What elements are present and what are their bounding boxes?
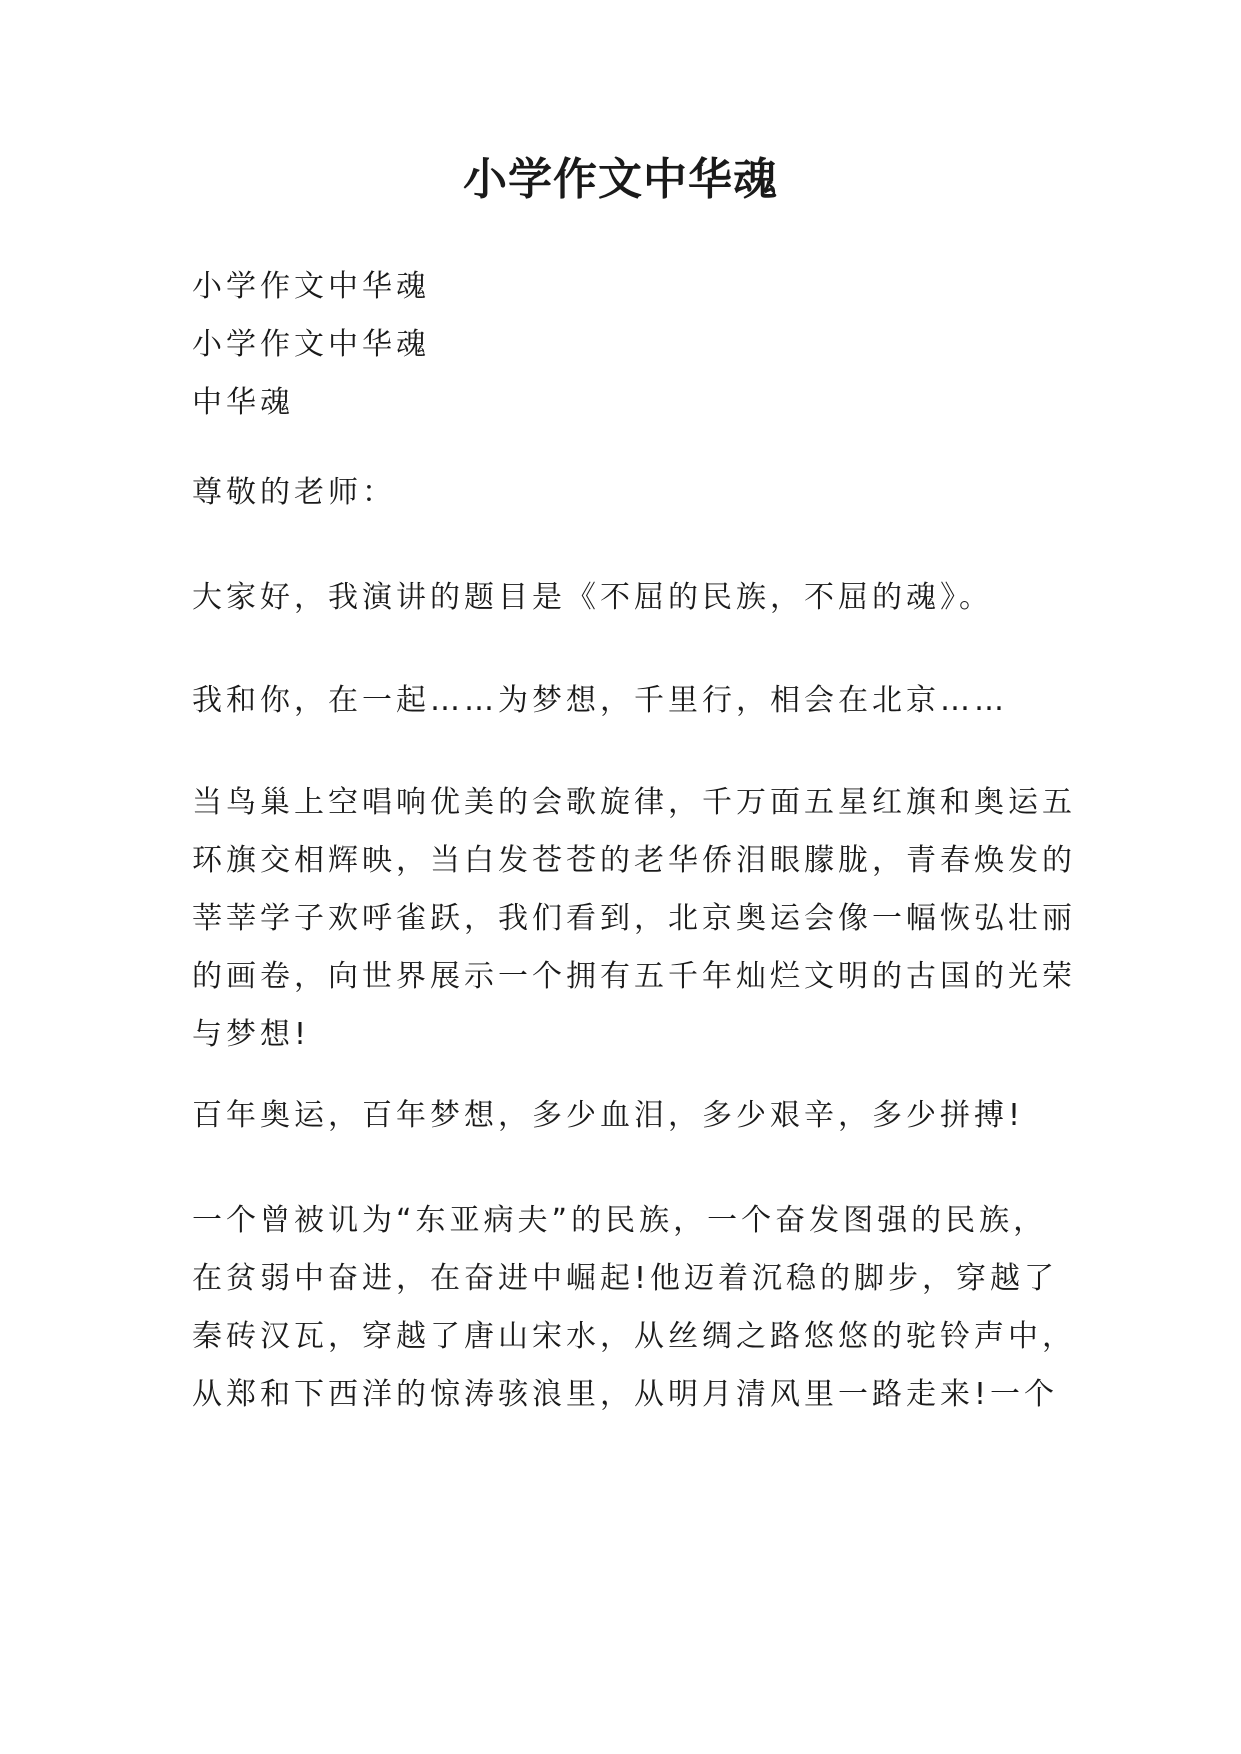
paragraph-line: 环旗交相辉映，当白发苍苍的老华侨泪眼朦胧，青春焕发的 [192, 843, 1076, 878]
paragraph-line: 秦砖汉瓦，穿越了唐山宋水，从丝绸之路悠悠的驼铃声中， [192, 1319, 1076, 1354]
paragraph-line: 当鸟巢上空唱响优美的会歌旋律，千万面五星红旗和奥运五 [192, 785, 1076, 820]
paragraph-5 [192, 1192, 1076, 1424]
paragraph-4 [192, 1087, 1072, 1145]
paragraph-line: 百年奥运，百年梦想，多少血泪，多少艰辛，多少拼搏! [192, 1098, 1025, 1133]
paragraph-line: 我和你，在一起……为梦想，千里行，相会在北京…… [192, 683, 1008, 718]
paragraph-1 [192, 569, 1072, 627]
header-line: 小学作文中华魂 [192, 269, 430, 304]
paragraph-line: 的画卷，向世界展示一个拥有五千年灿烂文明的古国的光荣 [192, 959, 1076, 994]
paragraph-line: 莘莘学子欢呼雀跃，我们看到，北京奥运会像一幅恢弘壮丽 [192, 901, 1076, 936]
header-line: 小学作文中华魂 [192, 327, 430, 362]
salutation [192, 464, 1072, 522]
paragraph-line: 大家好，我演讲的题目是《不屈的民族，不屈的魂》。 [192, 580, 993, 615]
paragraph-line: 与梦想! [192, 1017, 311, 1052]
document-title: 小学作文中华魂 [463, 154, 778, 205]
header-line: 中华魂 [192, 385, 294, 420]
paragraph-line: 从郑和下西洋的惊涛骇浪里，从明月清风里一路走来!一个 [192, 1377, 1059, 1412]
paragraph-line: 在贫弱中奋进，在奋进中崛起!他迈着沉稳的脚步，穿越了 [192, 1261, 1059, 1296]
paragraph-3 [192, 774, 1076, 1064]
paragraph-line: 一个曾被讥为“东亚病夫”的民族，一个奋发图强的民族， [192, 1203, 1048, 1238]
paragraph-2 [192, 672, 1072, 730]
salutation-text: 尊敬的老师： [192, 475, 396, 510]
header-lines [192, 258, 1072, 432]
